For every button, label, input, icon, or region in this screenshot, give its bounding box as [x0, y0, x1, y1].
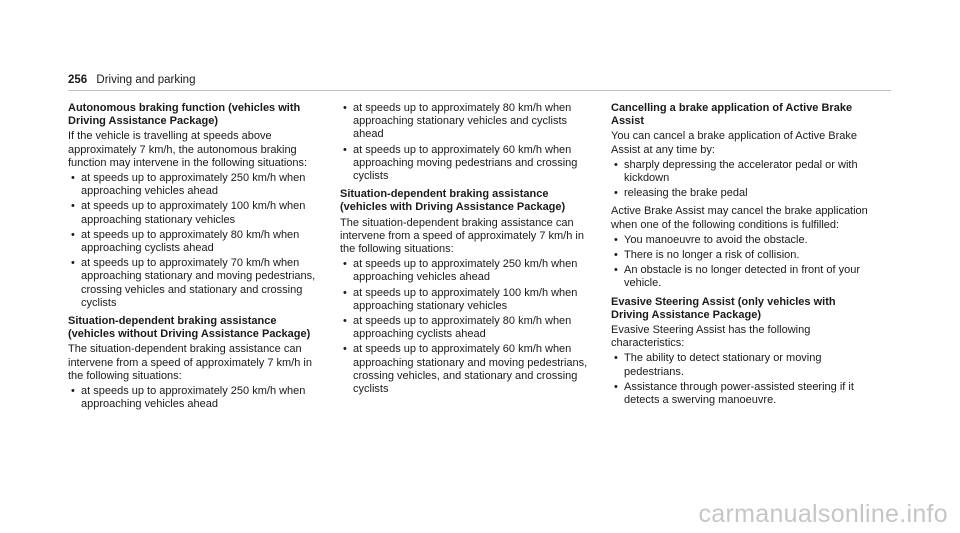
heading-situation-dependent-with: Situation-dependent braking assistance (vehicles with Driving Assistance Package): [340, 188, 566, 214]
list-item: • An obstacle is no longer detected in front of your vehicle.: [611, 264, 869, 290]
paragraph: Active Brake Assist may cancel the brake application when one of the following conditions is fulfilled:: [611, 205, 868, 231]
list-item: • at speeds up to approximately 250 km/h when approaching vehicles ahead: [68, 385, 326, 411]
list-item: • at speeds up to approximately 250 km/h when approaching vehicles ahead: [68, 172, 326, 198]
heading-cancelling-brake: Cancelling a brake application of Active Brake Assist: [611, 102, 853, 128]
bullet-list: [611, 352, 869, 407]
header-divider: [68, 90, 891, 91]
page-header: [68, 74, 195, 86]
column-2: [340, 102, 598, 401]
paragraph: The situation-dependent braking assistance can intervene from a speed of approximately 7 km/h in the following situations:: [68, 343, 312, 382]
list-item: • at speeds up to approximately 100 km/h when approaching stationary vehicles: [68, 200, 326, 226]
list-item: • sharply depressing the accelerator pedal or with kickdown: [611, 159, 869, 185]
list-item: • There is no longer a risk of collision.: [611, 249, 869, 262]
list-item: • at speeds up to approximately 80 km/h when approaching cyclists ahead: [340, 315, 598, 341]
paragraph: Evasive Steering Assist has the following characteristics:: [611, 324, 811, 350]
list-item: • at speeds up to approximately 60 km/h when approaching moving pedestrians and crossing cyclists: [340, 144, 598, 184]
bullet-list: [340, 258, 598, 396]
list-item: • at speeds up to approximately 250 km/h when approaching vehicles ahead: [340, 258, 598, 284]
list-item: • at speeds up to approximately 80 km/h when approaching cyclists ahead: [68, 229, 326, 255]
heading-evasive-steering: Evasive Steering Assist (only vehicles with Driving Assistance Package): [611, 295, 836, 321]
watermark: carmanualsonline.info: [698, 500, 948, 528]
section-title: Driving and parking: [96, 74, 196, 86]
heading-situation-dependent-without: Situation-dependent braking assistance (vehicles without Driving Assistance Package): [68, 315, 311, 341]
column-1: [68, 102, 326, 416]
bullet-list: [611, 234, 869, 291]
paragraph: You can cancel a brake application of Active Brake Assist at any time by:: [611, 130, 858, 156]
paragraph: If the vehicle is travelling at speeds above approximately 7 km/h, the autonomous braking function may intervene in the following situations:: [68, 130, 308, 169]
list-item: • Assistance through power-assisted steering if it detects a swerving manoeuvre.: [611, 381, 869, 407]
list-item: • at speeds up to approximately 70 km/h when approaching stationary and moving pedestrians, crossing vehicles and stationary and crossing cyclists: [68, 257, 326, 310]
bullet-list: [611, 159, 869, 201]
bullet-list: [340, 102, 598, 183]
page-number: 256: [68, 74, 88, 86]
list-item: • at speeds up to approximately 60 km/h when approaching stationary and moving pedestrians, crossing vehicles, and stationary and crossing cyclists: [340, 343, 598, 396]
bullet-list: [68, 172, 326, 310]
list-item: • at speeds up to approximately 80 km/h when approaching stationary vehicles and cyclists ahead: [340, 102, 598, 142]
bullet-list: [68, 385, 326, 411]
list-item: • The ability to detect stationary or moving pedestrians.: [611, 352, 869, 378]
paragraph: The situation-dependent braking assistance can intervene from a speed of approximately 7 km/h in the following situations:: [340, 216, 584, 256]
list-item: • at speeds up to approximately 100 km/h when approaching stationary vehicles: [340, 287, 598, 313]
list-item: • releasing the brake pedal: [611, 187, 869, 200]
list-item: • You manoeuvre to avoid the obstacle.: [611, 234, 869, 247]
column-3: [611, 102, 869, 412]
heading-autonomous-braking: Autonomous braking function (vehicles with Driving Assistance Package): [68, 102, 301, 128]
